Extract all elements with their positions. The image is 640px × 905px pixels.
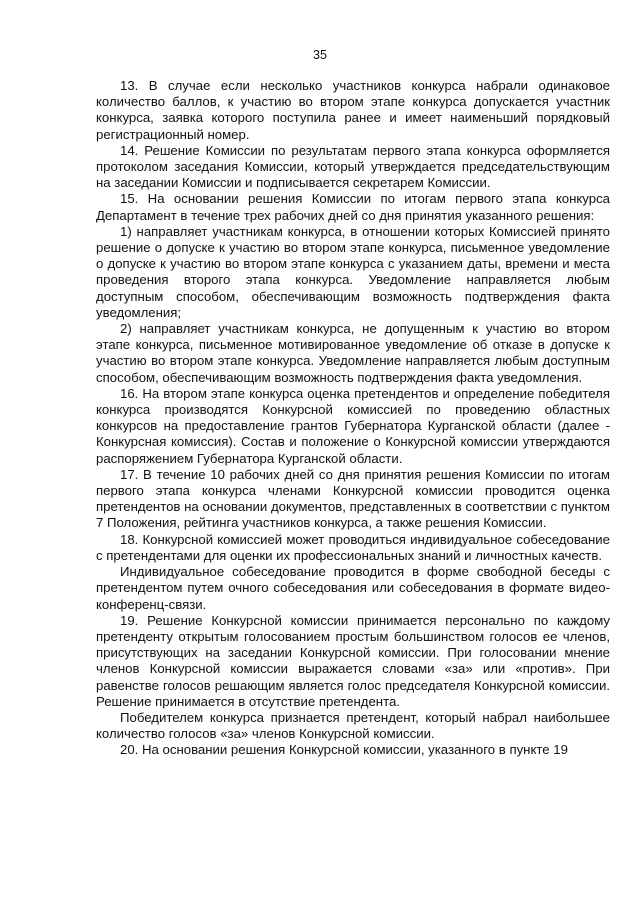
paragraph-15: 15. На основании решения Комиссии по итогам первого этапа конкурса Департамент в течение трех рабочих дней со дня принятия указанного решения: [96, 191, 610, 223]
document-body [96, 78, 610, 759]
paragraph-15-item-2: 2) направляет участникам конкурса, не допущенным к участию во втором этапе конкурса, письменное мотивированное уведомление об отказе в допуске к участию во втором этапе конкурса. Уведомление направляется любым доступным способом, обеспечивающим возможность подтверждения факта уведомления. [96, 321, 610, 385]
paragraph-15-item-1: 1) направляет участникам конкурса, в отношении которых Комиссией принято решение о допуске к участию во втором этапе конкурса, письменное уведомление о допуске к участию во втором этапе конкурса с указанием даты, времени и места проведения второго этапа конкурса. Уведомление направляется любым доступным способом, обеспечивающим возможность подтверждения факта уведомления; [96, 223, 610, 320]
paragraph-19: 19. Решение Конкурсной комиссии принимается персонально по каждому претенденту открытым голосованием простым большинством голосов ее членов, присутствующих на заседании Конкурсной комиссии. При голосовании мнение членов Конкурсной комиссии выражается словами «за» или «против». При равенстве голосов решающим является голос председателя Конкурсной комиссии. Решение принимается в отсутствие претендента. [96, 612, 610, 709]
paragraph-19-winner: Победителем конкурса признается претендент, который набрал наибольшее количество голосов «за» членов Конкурсной комиссии. [96, 709, 610, 742]
page-number: 35 [313, 48, 327, 62]
paragraph-18: 18. Конкурсной комиссией может проводиться индивидуальное собеседование с претендентами для оценки их профессиональных знаний и личностных качеств. [96, 531, 610, 563]
paragraph-17: 17. В течение 10 рабочих дней со дня принятия решения Комиссии по итогам первого этапа конкурса членами Конкурсной комиссии проводится оценка претендентов на основании документов, представленных в соответствии с пунктом 7 Положения, рейтинга участников конкурса, а также решения Комиссии. [96, 466, 610, 531]
paragraph-13: 13. В случае если несколько участников конкурса набрали одинаковое количество баллов, к участию во втором этапе конкурса допускается участник конкурса, заявка которого поступила ранее и имеет наименьший порядковый регистрационный номер. [96, 78, 610, 142]
paragraph-16: 16. На втором этапе конкурса оценка претендентов и определение победителя конкурса производятся Конкурсной комиссией по проведению областных конкурсов на предоставление грантов Губернатора Курганской области (далее - Конкурсная комиссия). Состав и положение о Конкурсной комиссии утверждаются распоряжением Губернатора Курганской области. [96, 385, 610, 466]
paragraph-14: 14. Решение Комиссии по результатам первого этапа конкурса оформляется протоколом заседания Комиссии, который утверждается председательствующим на заседании Комиссии и подписывается секретарем Комиссии. [96, 142, 610, 191]
paragraph-18-interview: Индивидуальное собеседование проводится в форме свободной беседы с претендентом путем очного собеседования или собеседования в формате видео-конференц-связи. [96, 564, 610, 612]
paragraph-20: 20. На основании решения Конкурсной комиссии, указанного в пункте 19 [120, 742, 568, 758]
